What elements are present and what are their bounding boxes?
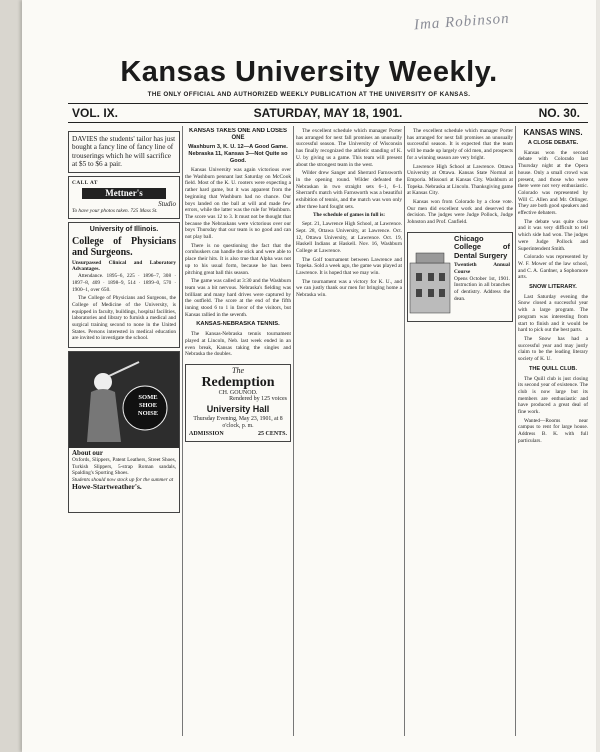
chicago-dental-title: Chicago College of Dental Surgery (454, 233, 510, 260)
shoe-ad-illustration (69, 352, 179, 448)
snow-heading: SNOW LITERARY. (529, 284, 577, 291)
col3-body: The excellent schedule which manager Porter has arranged for next fall promises an unusually successful season. The University of Wisconsin has finally recognized the athletic standing of K. U. by giving us a game. This team will present about the strongest team in the west. (296, 128, 402, 168)
schedule-heading: The schedule of games in full is: (312, 212, 386, 219)
mettner-ad (68, 176, 180, 219)
column-divider (515, 126, 516, 736)
studio-note: To have your photos taken. 725 Mass St. (72, 208, 158, 215)
column-divider (293, 126, 294, 736)
issue-date: SATURDAY, MAY 18, 1901. (253, 106, 403, 120)
illinois-heading: University of Illinois. (89, 225, 159, 233)
snow-body: Last Saturday evening the Snow closed a successful year with a large program. The program was interesting from start to finish and it would be hard to pick out the best parts. (518, 293, 588, 334)
tennis-body: The Kansas-Nebraska tennis tournament played at Lincoln, Neb. last week ended in an even break, Kansas taking the singles and Nebraska the doubles. (185, 331, 291, 358)
column-continued: The excellent schedule which manager Porter has arranged for next fall promises an unusually successful season. It is expected that the team will be made up largely of old men, and prospects for a winning season are very bright. Lawrence High School at Lawrence. Ottawa University at Ottawa. Kansas State Normal at Emporia. Missouri at Kansas City. Washburn at Topeka. Nebraska at Lincoln. Thanksgiving game at Kansas City. Kansas won from Colorado by a close vote. Our men did excellent work and deserved the decision. The judges were Judge Pollock, Judge Johnston and Prof. Canfield. Chicago College of Dental Surgery Twentieth Annual Course Opens October 1st, 1901. Instruction in all branches of dentistry. Address the dean. (407, 128, 513, 734)
studio-label: Studio (158, 200, 176, 209)
college-phys-note: Unsurpassed Clinical and Laboratory Advantages. (72, 259, 176, 273)
redemption-voices: Rendered by 125 voices (229, 396, 287, 403)
redemption-date: Thursday Evening, May 23, 1901, at 8 o'clock, p. m. (193, 415, 283, 429)
college-building-illustration (408, 233, 452, 321)
chicago-dental-note: Twentieth Annual Course (454, 262, 510, 276)
illinois-ad: University of Illinois. College of Physicians and Surgeons. Unsurpassed Clinical and Laboratory Advantages. Attendance. 1895–6, 225 · 1896–7, 308 · 1897–8, 409 · 1898–9, 514 · 1899–0, 570 · 1900–1, over 650. The College of Physicians and Surgeons, the College of Medicine of the University, is equipped in faculty, buildings, hospital facilities, laboratories and library to furnish a medical and surgical training second to none in the United States. Persons interested in medical education are invited to investigate the school. (68, 222, 180, 348)
ku-body: Kansas University was again victorious over the Washburn pennant last Saturday on McCook field. Most of the K. U. rooters were expecting a rather hard game, but it was apparent from the beginning that Washburn had no chance. Our boys landed on the ball at will and made few errors, while the latter was the rule for Washburn. The score was 12 to 3. It must not be thought that because the Nebraskans were victorious over our boys Thursday that our team is no good and can not play ball. (185, 167, 291, 241)
newspaper-page (22, 0, 596, 752)
column-ads (68, 128, 180, 734)
shoe-ad (68, 351, 180, 513)
shoe-about: About our (72, 449, 103, 458)
newspaper-title: Kansas University Weekly. (120, 56, 498, 88)
kansas-wins-headline: KANSAS WINS. (523, 128, 583, 137)
top-rule (68, 103, 588, 104)
masthead (22, 56, 596, 98)
davies-ad-text: DAVIES the students' tailor has just bought a fancy line of fancy line of trouserings which he will sacrifice at $5 to $6 a pair. (72, 135, 176, 169)
chicago-dental-ad: Chicago College of Dental Surgery Twentieth Annual Course Opens October 1st, 1901. Instruction in all branches of dentistry. Address the dean. (407, 232, 513, 322)
shoe-word-1: SOME (138, 394, 158, 402)
golf-body: The Golf tournament between Lawrence and Topeka. Sold a week ago, the game was played at Lawrence. It is hoped that we may win. (296, 256, 402, 277)
column-sports: KANSAS TAKES ONE AND LOSES ONE Washburn 3, K. U. 12—A Good Game. Nebraska 11, Kansas 3—Not Quite so Good. Kansas University was again victorious over the Washburn pennant last Saturday on McCook field. Most of the K. U. rooters were expecting a rather hard game, but it was apparent from the beginning that Washburn had no chance. Our boys landed on the ball at will and made few errors, while the latter was the rule for Washburn. The score was 12 to 3. It must not be thought that because the Nebraskans were victorious over our boys Thursday that our team is no good and can not play ball. There is no questioning the fact that the cornhuskers can handle the stick and were able to place their hits. It is also true that Alpha was not up to his usual form, because he has been pitching great ball this season. The game was called at 3:30 and the Washburn team was a bit nervous. Nebraska's fielding was brilliant and many hard drives were captured by the outfield. The score at the end of the fifth inning stood 6 to 1 in favor of the visitors, but Kansas rallied in the seventh. KANSAS-NEBRASKA TENNIS. The Kansas-Nebraska tennis tournament played at Lincoln, Neb. last week ended in an even break, Kansas taking the singles and Nebraska the doubles. The Redemption CH. GOUNOD. Rendered by 125 voices University Hall Thursday Evening, May 23, 1901, at 8 o'clock, p. m. ADMISSION 25 CENTS. (185, 128, 291, 734)
redemption-hall: University Hall (206, 404, 270, 415)
ku-body-2: There is no questioning the fact that the cornhuskers can handle the stick and were able to place their hits. It is also true that Alpha was not up to his usual form, because he has been pitching great ball this season. (185, 242, 291, 276)
quill-body: The Quill club is just closing its second year of existence. The club is now large but its members are enthusiastic and have produced a great deal of fine work. (518, 375, 588, 416)
column-debate: KANSAS WINS. A CLOSE DEBATE. Kansas won the second debate with Colorado last Thursday night at the Opera house. Only a small crowd was present, and those who were there were not very enthusiastic. Colorado was represented by Will C. Allen and Mr. Otlinger. They are both good speakers and effective debaters. The debate was quite close and it was very difficult to tell which side had won. The judges were Judge Pollock and Superintendent Smith. Colorado was represented by W. F. Mower of the law school, and C. A. Gardner, a Sophomore arts. SNOW LITERARY. Last Saturday evening the Snow closed a successful year with a large program. The program was interesting from start to finish and it would be hard to pick out the best parts. The Snow has had a successful year and may justly claim to be the leading literary society of K. U. THE QUILL CLUB. The Quill club is just closing its second year of existence. The club is now large but its members are enthusiastic and have produced a great deal of fine work. Wanted—Rooms near campus to rent for large house. Address B. K. with full particulars. (518, 128, 588, 444)
call-at-label: CALL AT (72, 179, 98, 186)
schedule-list: Sept. 21, Lawrence High School, at Lawrence. Sept. 28, Ottawa University, at Lawrence. Oct. 12, Ottawa University, at Lawrence. Oct. 19, Haskell Indians at Haskell. Nov. 16, Washburn College at Lawrence. (296, 221, 402, 254)
shoe-note: Students should now stock up for the summer at (72, 476, 174, 483)
shoe-word-3: NOISE (137, 410, 159, 418)
redemption-title: Redemption (201, 374, 275, 390)
redemption-admission: ADMISSION (189, 431, 224, 438)
shoe-store: Howe-Startweather's. (72, 481, 142, 491)
college-phys-title: College of Physicians and Surgeons. (72, 235, 176, 258)
left-page-edge (0, 0, 23, 752)
column-schedule: The excellent schedule which manager Porter has arranged for next fall promises an unusually successful season. The University of Wisconsin has finally recognized the athletic standing of K. U. by giving us a game. This team will present about the strongest team in the west. Wilder drew Sanger and Sherrard Farnsworth in the opening round. Wilder defeated the Nebraskan in two straight sets 6–1, 6–1. Sherrard's match with Farnsworth was a beautiful exhibition of tennis, and the match was won only after three hard fought sets. The schedule of games in full is: Sept. 21, Lawrence High School, at Lawrence. Sept. 28, Ottawa University, at Lawrence. Oct. 12, Ottawa University, at Lawrence. Oct. 19, Haskell Indians at Haskell. Nov. 16, Washburn College at Lawrence. The Golf tournament between Lawrence and Topeka. Sold a week ago, the game was played at Lawrence. It is hoped that we may win. The tournament was a victory for K. U., and we can justly thank our men for bringing home a Nebraska win. (296, 128, 402, 299)
redemption-composer: CH. GOUNOD. (218, 389, 258, 396)
ku-headline: KANSAS TAKES ONE AND LOSES ONE (188, 128, 287, 141)
redemption-price: 25 CENTS. (257, 431, 287, 438)
handwritten-signature: Ima Robinson (413, 10, 511, 34)
redemption-ad (185, 364, 291, 442)
quill-heading: THE QUILL CLUB. (528, 365, 578, 372)
mettner-logo: Mettner's (82, 188, 166, 199)
masthead-tagline: THE ONLY OFFICIAL AND AUTHORIZED WEEKLY PUBLICATION AT THE UNIVERSITY OF KANSAS. (147, 91, 471, 98)
volume-number: VOL. IX. (72, 106, 119, 120)
davies-ad (68, 131, 180, 173)
debate-body: Kansas won the second debate with Colorado last Thursday night at the Opera house. Only a small crowd was present, and those who were there were not very enthusiastic. Colorado was represented by Will C. Allen and Mr. Otlinger. They are both good speakers and effective debaters. (518, 149, 588, 217)
ku-subhead: Washburn 3, K. U. 12—A Good Game. Nebraska 11, Kansas 3—Not Quite so Good. (188, 144, 288, 164)
bottom-rule (68, 122, 588, 123)
issue-number: NO. 30. (538, 106, 580, 120)
shoe-word-2: SHOE (138, 402, 158, 410)
redemption-the: The (232, 365, 244, 375)
shoe-list: Oxfords, Slippers, Patent Leathers, Street Shoes, Turkish Slippers, 5-strap Roman sandals, Spalding's Sporting Shoes. (72, 456, 176, 477)
column-divider (182, 126, 183, 736)
close-debate-subhead: A CLOSE DEBATE. (527, 140, 579, 146)
column-divider (404, 126, 405, 736)
dateline (68, 106, 588, 122)
tennis-head: KANSAS-NEBRASKA TENNIS. (196, 321, 280, 328)
